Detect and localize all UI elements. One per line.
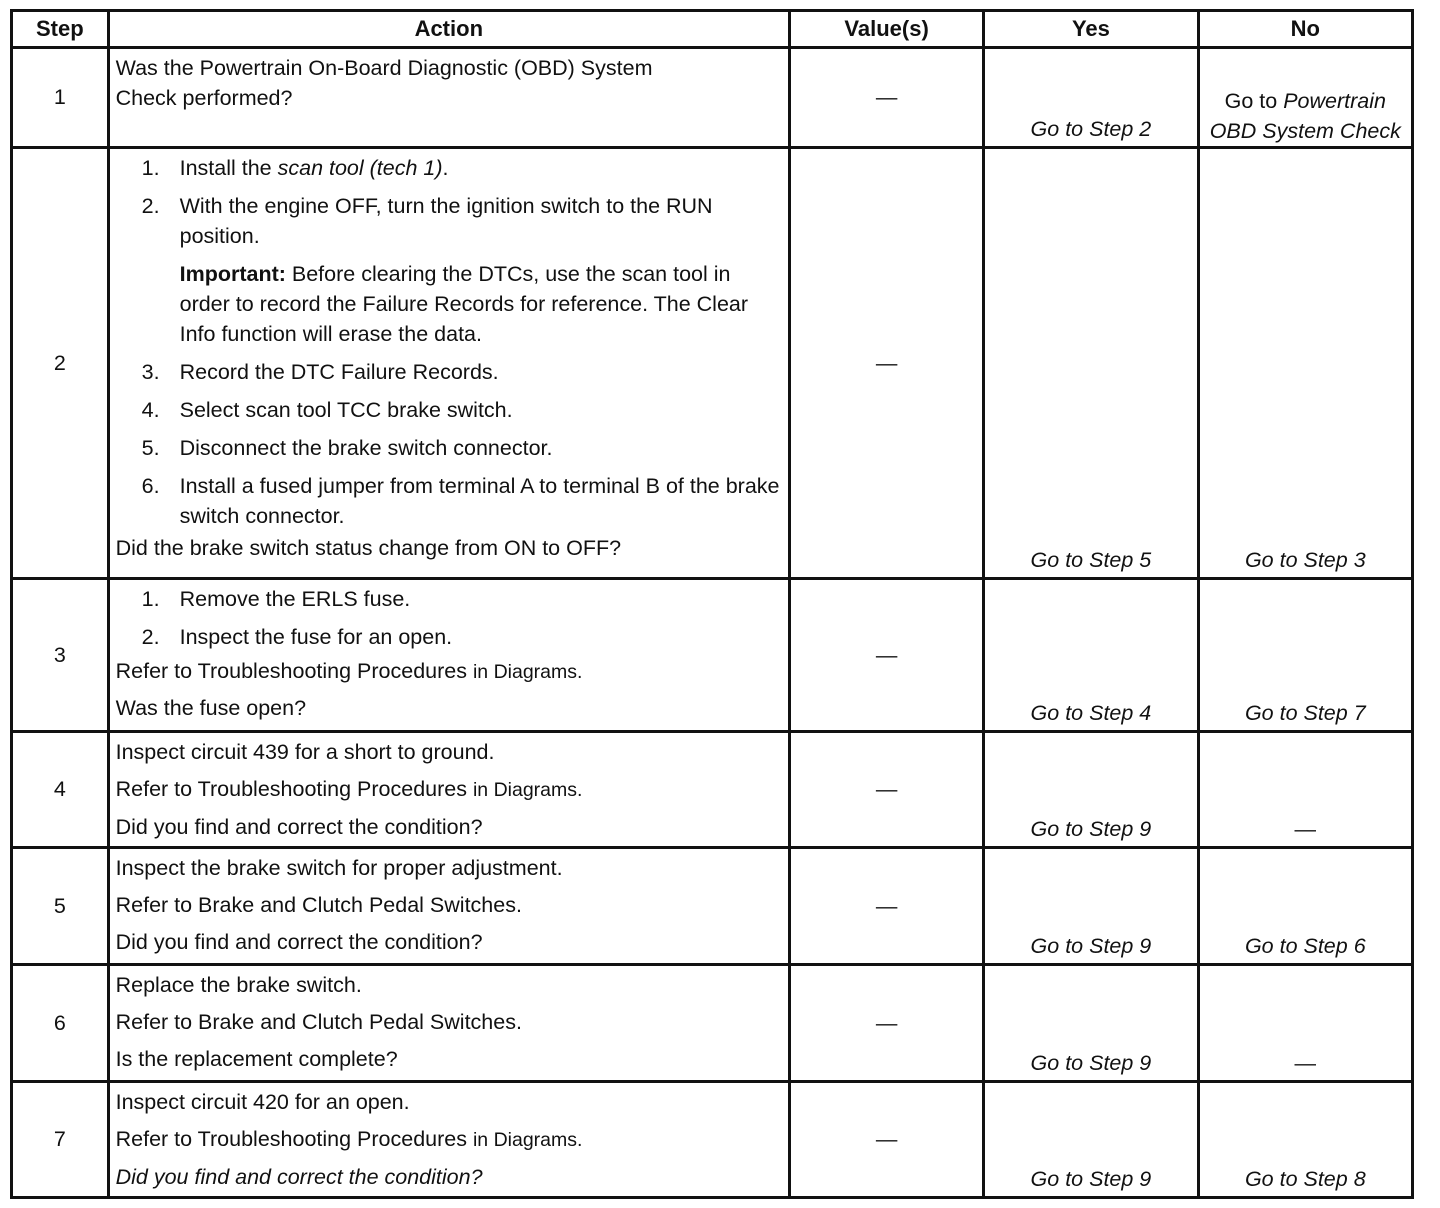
list-item: 6. Install a fused jumper from terminal A to terminal B of the brake switch connector. (141, 474, 780, 528)
no-cell (1198, 48, 1412, 148)
list-item: 2. Inspect the fuse for an open. (141, 625, 453, 649)
yes-cell (984, 579, 1198, 732)
value-cell: — (789, 1082, 983, 1198)
yes-link: Go to Step 5 (1030, 548, 1152, 572)
refer-text: Refer to Troubleshooting Procedures in Diagrams. (115, 777, 583, 801)
action-text: Inspect circuit 439 for a short to ground. (115, 740, 495, 764)
no-link: Go to Step 7 (1244, 701, 1366, 725)
header-action: Action (108, 11, 789, 48)
action-text: Inspect circuit 420 for an open. (115, 1090, 410, 1114)
diagnostic-table (10, 9, 1414, 1199)
table-row (12, 48, 1413, 148)
no-dash: — (1294, 817, 1317, 841)
yes-cell (984, 848, 1198, 965)
no-cell (1198, 148, 1412, 579)
table-row (12, 965, 1413, 1082)
question-text: Did you find and correct the condition? (115, 815, 483, 839)
table-row (12, 732, 1413, 848)
table-row (12, 848, 1413, 965)
question-text: Did you find and correct the condition? (115, 930, 483, 954)
action-cell (108, 848, 789, 965)
refer-text: Refer to Troubleshooting Procedures in Diagrams. (115, 1127, 583, 1151)
refer-text: Refer to Brake and Clutch Pedal Switches. (115, 1010, 522, 1034)
step-number: 5 (12, 848, 109, 965)
header-yes: Yes (984, 11, 1198, 48)
yes-link: Go to Step 9 (1030, 817, 1152, 841)
action-cell (108, 965, 789, 1082)
no-link: Go to Step 3 (1244, 548, 1366, 572)
question-text: Did you find and correct the condition? (115, 1165, 483, 1189)
action-text: Check performed? (115, 86, 293, 110)
no-cell (1198, 579, 1412, 732)
yes-link: Go to Step 4 (1030, 701, 1152, 725)
no-cell (1198, 732, 1412, 848)
step-number: 7 (12, 1082, 109, 1198)
no-dash: — (1294, 1051, 1317, 1075)
header-row (12, 11, 1413, 48)
value-cell: — (789, 848, 983, 965)
yes-link: Go to Step 9 (1030, 934, 1152, 958)
list-item: 4. Select scan tool TCC brake switch. (141, 398, 513, 422)
value-cell: — (789, 148, 983, 579)
header-values: Value(s) (789, 11, 983, 48)
yes-link: Go to Step 2 (1030, 117, 1152, 141)
step-number: 2 (12, 148, 109, 579)
action-cell (108, 48, 789, 148)
question-text: Is the replacement complete? (115, 1047, 398, 1071)
yes-cell (984, 1082, 1198, 1198)
header-no: No (1198, 11, 1412, 48)
value-cell: — (789, 732, 983, 848)
yes-cell (984, 965, 1198, 1082)
question-text: Was the fuse open? (115, 696, 307, 720)
list-item: 5. Disconnect the brake switch connector. (141, 436, 553, 460)
yes-link: Go to Step 9 (1030, 1167, 1152, 1191)
step-number: 1 (12, 48, 109, 148)
table-row (12, 1082, 1413, 1198)
value-cell: — (789, 965, 983, 1082)
action-cell (108, 732, 789, 848)
step-number: 6 (12, 965, 109, 1082)
yes-cell (984, 732, 1198, 848)
yes-cell (984, 48, 1198, 148)
important-note: Important: Before clearing the DTCs, use the scan tool in order to record the Failure Records for reference. The Clear Info function will erase the data. (179, 262, 749, 346)
no-link: Go to Step 8 (1244, 1167, 1366, 1191)
table-row (12, 148, 1413, 579)
list-item: 1. Install the scan tool (tech 1). (141, 156, 449, 180)
no-cell (1198, 1082, 1412, 1198)
no-prefix: Go to (1224, 89, 1284, 113)
step-number: 3 (12, 579, 109, 732)
list-item: 2. With the engine OFF, turn the ignition switch to the RUN position. (141, 194, 713, 248)
no-link: Powertrain OBD System Check (1209, 89, 1401, 143)
list-item: 3. Record the DTC Failure Records. (141, 360, 499, 384)
action-text: Was the Powertrain On-Board Diagnostic (OBD) System (115, 56, 653, 80)
step-number: 4 (12, 732, 109, 848)
action-cell (108, 148, 789, 579)
value-cell: — (789, 579, 983, 732)
no-cell (1198, 965, 1412, 1082)
refer-text: Refer to Brake and Clutch Pedal Switches. (115, 893, 522, 917)
yes-cell (984, 148, 1198, 579)
refer-text: Refer to Troubleshooting Procedures in Diagrams. (115, 659, 583, 683)
no-cell (1198, 848, 1412, 965)
no-link: Go to Step 6 (1244, 934, 1366, 958)
action-cell (108, 579, 789, 732)
table-row (12, 579, 1413, 732)
header-step: Step (12, 11, 109, 48)
question-text: Did the brake switch status change from ON to OFF? (115, 536, 622, 560)
list-item: 1. Remove the ERLS fuse. (141, 587, 411, 611)
action-text: Inspect the brake switch for proper adjustment. (115, 856, 563, 880)
action-text: Replace the brake switch. (115, 973, 362, 997)
action-cell (108, 1082, 789, 1198)
value-cell: — (789, 48, 983, 148)
yes-link: Go to Step 9 (1030, 1051, 1152, 1075)
